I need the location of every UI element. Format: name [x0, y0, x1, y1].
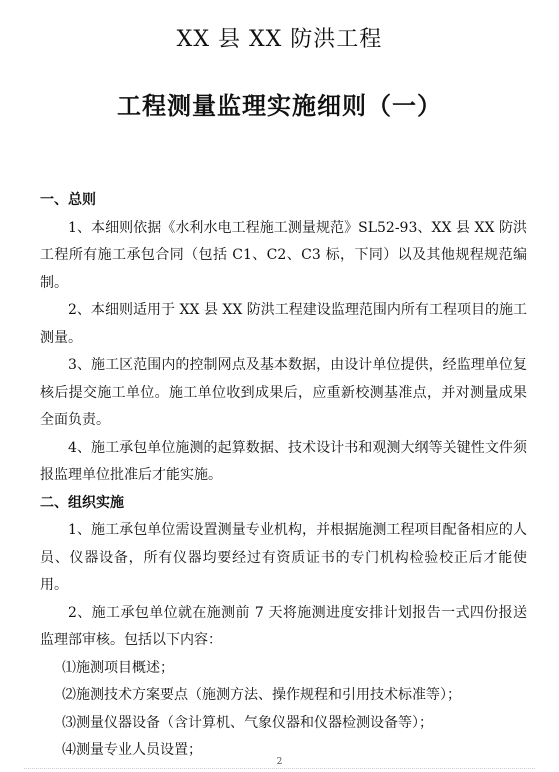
- paragraph: 3、施工区范围内的控制网点及基本数据，由设计单位提供，经监理单位复核后提交施工单位。施工单位收到成果后，应重新校测基准点，并对测量成果全面负责。: [40, 357, 527, 428]
- paragraph: 4、施工承包单位施测的起算数据、技术设计书和观测大纲等关键性文件须报监理单位批准后才能实施。: [40, 439, 527, 483]
- list-item: ⑶测量仪器设备（含计算机、气象仪器和仪器检测设备等）；: [62, 714, 433, 731]
- paragraph: 2、施工承包单位就在施测前 7 天将施测进度安排计划报告一式四份报送监理部审核。包括以下内容：: [40, 604, 527, 648]
- list-item: ⑷测量专业人员设置；: [62, 742, 202, 758]
- paragraph: 1、施工承包单位需设置测量专业机构，并根据施测工程项目配备相应的人员、仪器设备，所有仪器均要经过有资质证书的专门机构检验校正后才能使用。: [40, 522, 527, 593]
- paragraph: 2、本细则适用于 XX 县 XX 防洪工程建设监理范围内所有工程项目的施工测量。: [40, 302, 527, 346]
- footer-divider: [24, 768, 535, 769]
- page-number: 2: [276, 757, 283, 767]
- list-item: ⑵施测技术方案要点（施测方法、操作规程和引用技术标准等）；: [62, 687, 461, 703]
- paragraph: 1、本细则依据《水利水电工程施工测量规范》SL52-93、XX 县 XX 防洪工程所有施工承包合同（包括 C1、C2、C3 标，下同）以及其他规程规范编制。: [40, 219, 527, 291]
- section-heading-general: 一、总则: [40, 192, 96, 208]
- section-heading-organization: 二、组织实施: [40, 494, 124, 511]
- list-item: ⑴施测项目概述；: [62, 659, 174, 676]
- document-body: [40, 187, 527, 765]
- document-title: XX 县 XX 防洪工程: [176, 27, 383, 52]
- document-subtitle: 工程测量监理实施细则（一）: [117, 92, 442, 120]
